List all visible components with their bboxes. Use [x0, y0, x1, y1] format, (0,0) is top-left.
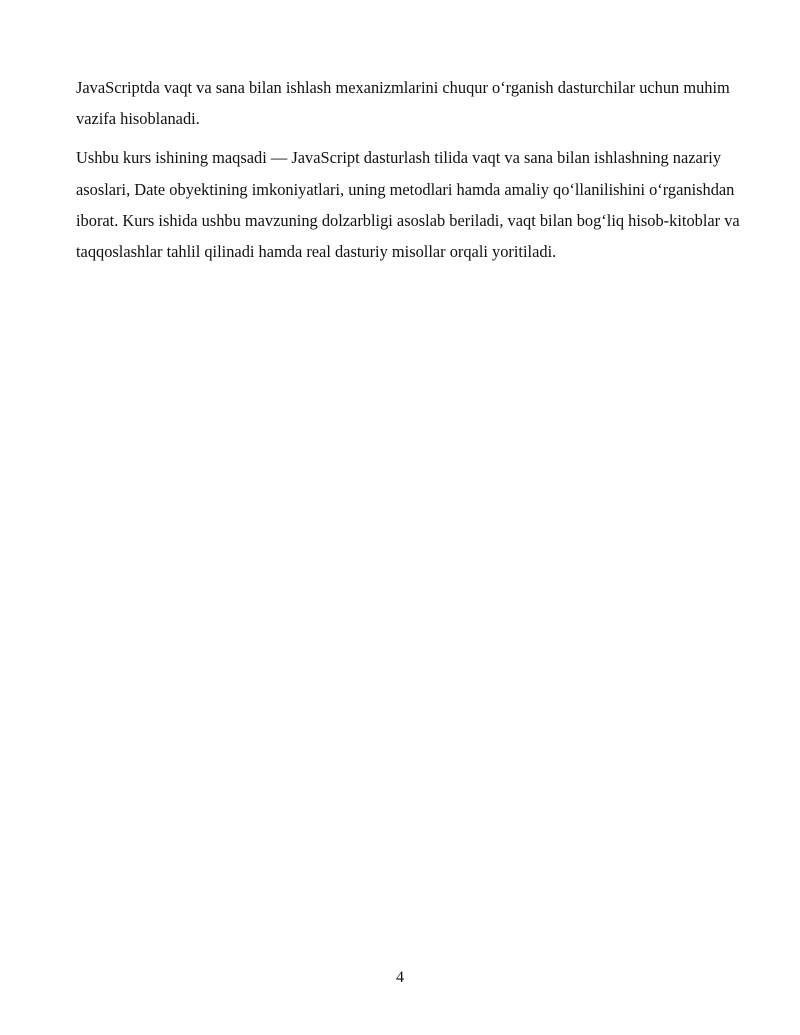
paragraph: JavaScriptda vaqt va sana bilan ishlash mexanizmlarini chuqur o‘rganish dasturchilar uchun muhim vazifa hisoblanadi. [76, 78, 730, 129]
body-text [76, 72, 766, 275]
paragraph: Ushbu kurs ishining maqsadi — JavaScript dasturlash tilida vaqt va sana bilan ishlashning nazariy asoslari, Date obyektining imkoniyatlari, uning metodlari hamda amaliy qo‘llanilishini o‘rganishdan iborat. Kurs ishida ushbu mavzuning dolzarbligi asoslab beriladi, vaqt bilan bog‘liq hisob-kitoblar va taqqoslashlar tahlil qilinadi hamda real dasturiy misollar orqali yoritiladi. [76, 148, 740, 262]
page-number: 4 [396, 969, 404, 986]
